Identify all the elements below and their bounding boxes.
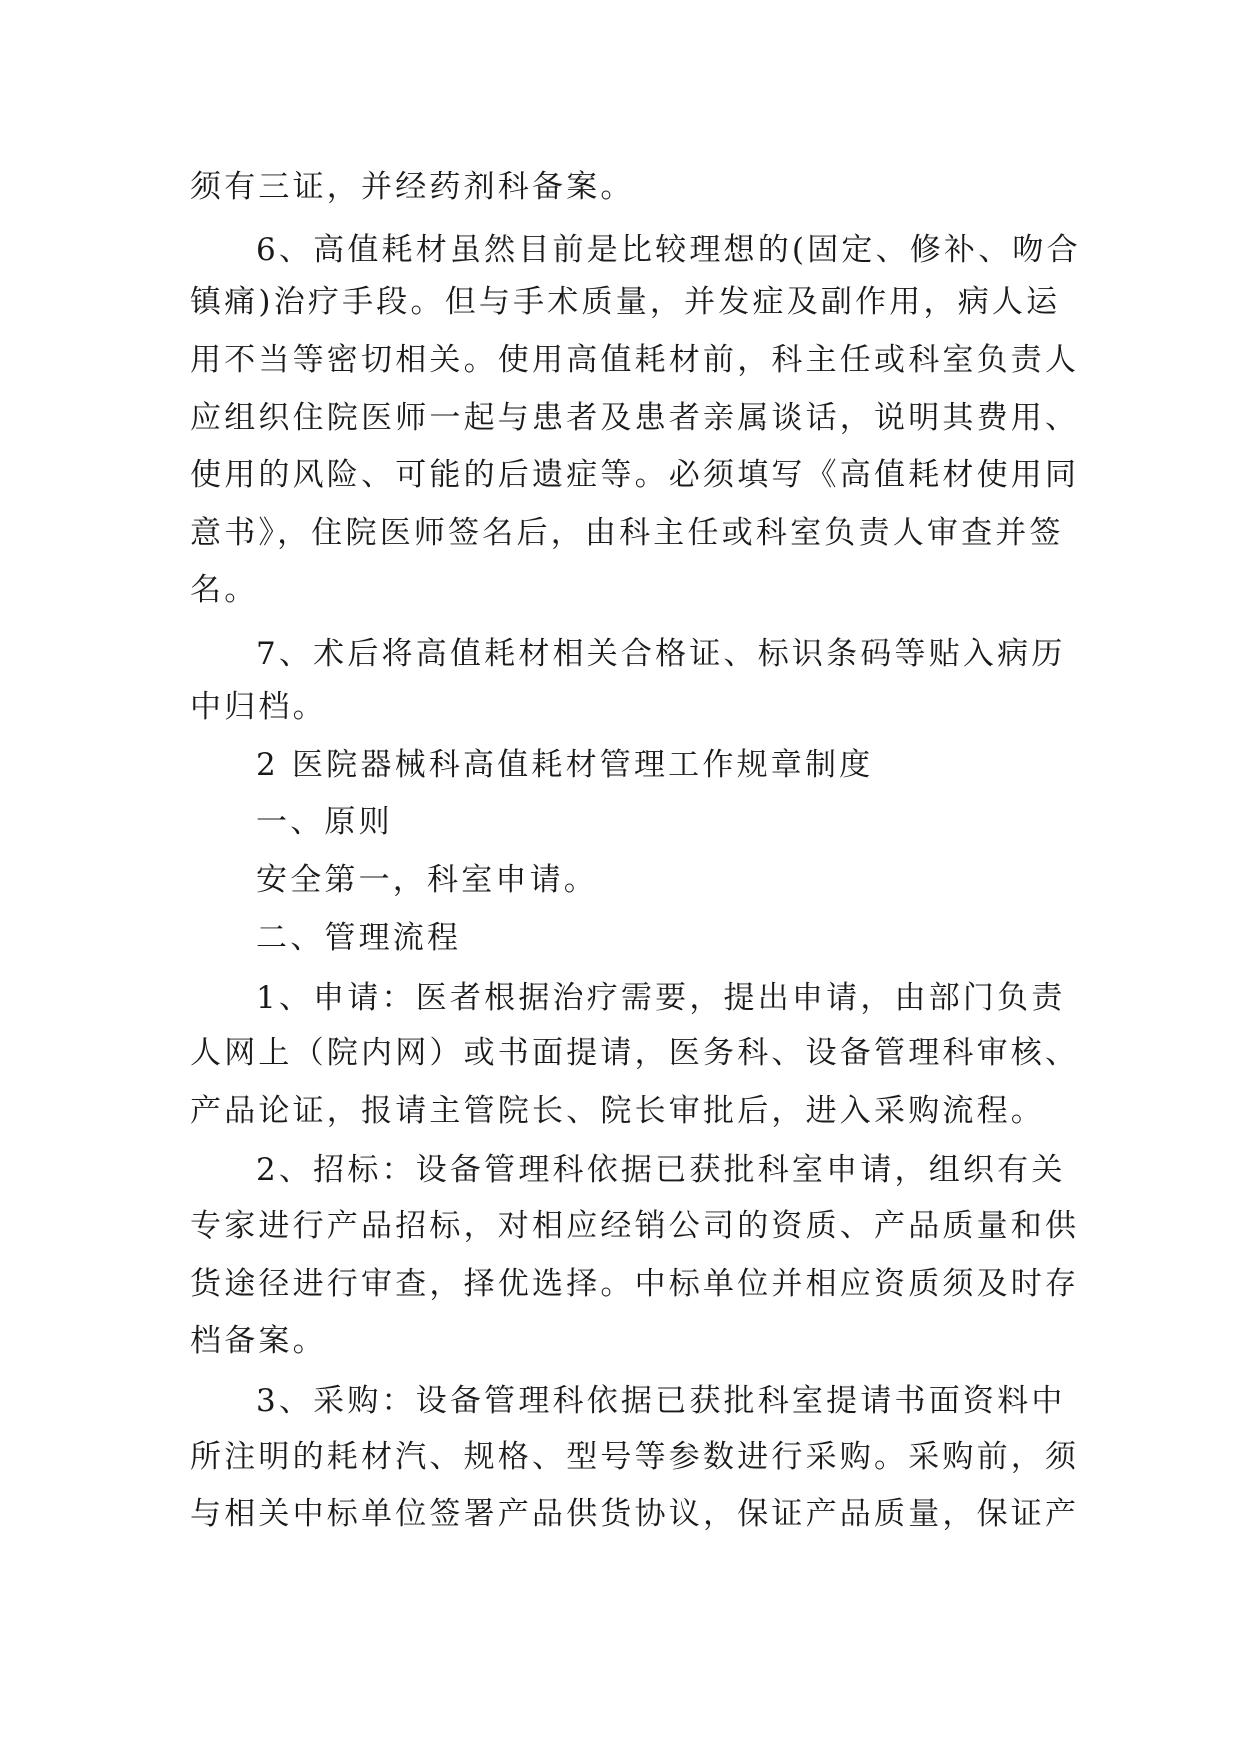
text-line: 用不当等密切相关。使用高值耗材前，科主任或科室负责人 [190, 342, 1080, 378]
text-line: 镇痛)治疗手段。但与手术质量，并发症及副作用，病人运 [190, 284, 1061, 320]
text-line: 2、招标：设备管理科依据已获批科室申请，组织有关 [256, 1152, 1066, 1188]
text-line: 货途径进行审查，择优选择。中标单位并相应资质须及时存 [190, 1266, 1080, 1302]
text-line: 7、术后将高值耗材相关合格证、标识条码等贴入病历 [256, 636, 1066, 672]
section-heading: 一、原则 [256, 804, 393, 840]
text-line: 中归档。 [190, 689, 327, 725]
text-line: 专家进行产品招标，对相应经销公司的资质、产品质量和供 [190, 1208, 1080, 1244]
text-line: 1、申请：医者根据治疗需要，提出申请，由部门负责 [256, 980, 1066, 1016]
text-line: 使用的风险、可能的后遗症等。必须填写《高值耗材使用同 [190, 457, 1080, 493]
text-line: 与相关中标单位签署产品供货协议，保证产品质量，保证产 [190, 1496, 1080, 1532]
text-line: 名。 [190, 572, 259, 608]
text-line: 人网上（院内网）或书面提请，医务科、设备管理科审核、 [190, 1035, 1080, 1071]
text-line: 应组织住院医师一起与患者及患者亲属谈话，说明其费用、 [190, 400, 1080, 436]
text-line: 产品论证，报请主管院长、院长审批后，进入采购流程。 [190, 1093, 1045, 1129]
text-line: 所注明的耗材汽、规格、型号等参数进行采购。采购前，须 [190, 1439, 1080, 1475]
section-heading: 二、管理流程 [256, 920, 462, 956]
text-line: 6、高值耗材虽然目前是比较理想的(固定、修补、吻合 [256, 232, 1081, 268]
text-line: 须有三证，并经药剂科备案。 [190, 169, 635, 205]
text-line: 3、采购：设备管理科依据已获批科室提请书面资料中 [256, 1383, 1066, 1419]
text-line: 意书》，住院医师签名后，由科主任或科室负责人审查并签 [190, 515, 1064, 551]
text-line: 安全第一，科室申请。 [256, 862, 598, 898]
text-line: 档备案。 [190, 1323, 327, 1359]
section-heading: 2 医院器械科高值耗材管理工作规章制度 [256, 747, 874, 783]
